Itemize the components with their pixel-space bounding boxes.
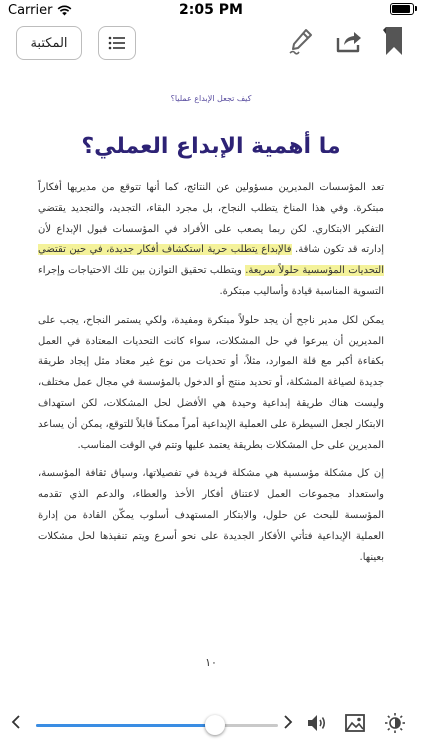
image-icon[interactable] [344,712,366,734]
chevron-left-icon[interactable] [10,714,22,730]
page-number: ١٠ [205,656,217,669]
paragraph-text: يمكن لكل مدير ناجح أن يجد حلولاً مبتكرة ومفيدة، ولكي يستمر النجاح، يجب على المديرين أن يبرعوا في حل المشكلات، سواء كانت التحديات المعتادة في العمل بكفاءة أكبر مع قلة الموارد، مثلاً، أو تحديات من نوع غير معتاد مثل إيجاد طريقة جديدة لصياغة المشكلة، أو تحديد منتج أو الدخول بالمؤسسة في مجال عمل مختلف، وليست هناك طريقة إبداعية وحيدة هي الأفضل لحل المشكلات، لكن استهداف الابتكار لجعل السيطرة على العملية الإبداعية أمراً ممكناً قابلاً للتوقع، يمكن أن يساعد المديرين على حل المشكلات بطريقة يعتمد عليها وتتم في الوقت المناسب. [38,314,384,451]
speaker-icon[interactable] [306,712,328,734]
status-time: 2:05 PM [179,2,243,18]
battery-icon [390,3,414,15]
running-head: كيف تجعل الإبداع عمليا؟ [170,94,252,103]
slider-fill [36,724,215,727]
paragraph-text: ويتطلب تحقيق التوازن بين تلك الاحتياجات وإجراء التسوية المناسبة قيادة وأساليب مبتكرة. [38,265,384,297]
brightness-icon[interactable] [384,712,406,734]
paragraph-text: إن كل مشكلة مؤسسية هي مشكلة فريدة في تفصيلاتها، وسياق ثقافة المؤسسة، واستعداد مجموعات العمل لاعتناق أفكار الأخذ والعطاء، والدعم الذي تقدمه المؤسسة للبحث عن حلول، والابتكار المستهدف أسلوب يمكّن القادة من إدارة العملية الإبداعية فتأتي الأفكار الجديدة على نحو أسرع ويتم تنفيذها لحل مشكلات بعينها. [38,468,384,563]
menu-button[interactable] [98,26,136,60]
carrier-label: Carrier [8,3,53,18]
bookmark-icon[interactable] [380,26,410,56]
paragraph [38,311,384,457]
share-icon[interactable] [334,26,364,56]
menu-icon [108,36,126,50]
paragraph [38,178,384,303]
paragraph-text: تعد المؤسسات المديرين مسؤولين عن النتائج، كما أنها تتوقع من مديريها أفكاراً مبتكرة. وفي هذا المناخ يتطلب النجاح، بل مجرد البقاء، التجديد، والتجديد يقتضي التفكير الابتكاري. لكن ربما يصعب على الأفراد في المؤسسات قبول الإبداع لأن إدارته قد تكون شاقة. [38,182,384,256]
paragraph [38,464,384,568]
library-button[interactable]: المكتبة [16,26,82,60]
slider-thumb[interactable] [205,715,225,735]
body-text[interactable] [38,178,384,576]
top-toolbar [0,22,422,66]
chapter-title: ما أهمية الإبداع العملي؟ [81,134,341,159]
status-right [390,3,414,15]
chevron-right-icon[interactable] [282,714,294,730]
page-slider[interactable] [36,724,278,727]
highlighted-text[interactable]: فالإبداع يتطلب حرية استكشاف أفكار جديدة، في حين تقتضي التحديات المؤسسية حلولاً سريعة. [38,244,384,277]
pencil-icon[interactable] [286,26,316,56]
bottom-bar [0,700,422,750]
status-bar [0,0,422,22]
